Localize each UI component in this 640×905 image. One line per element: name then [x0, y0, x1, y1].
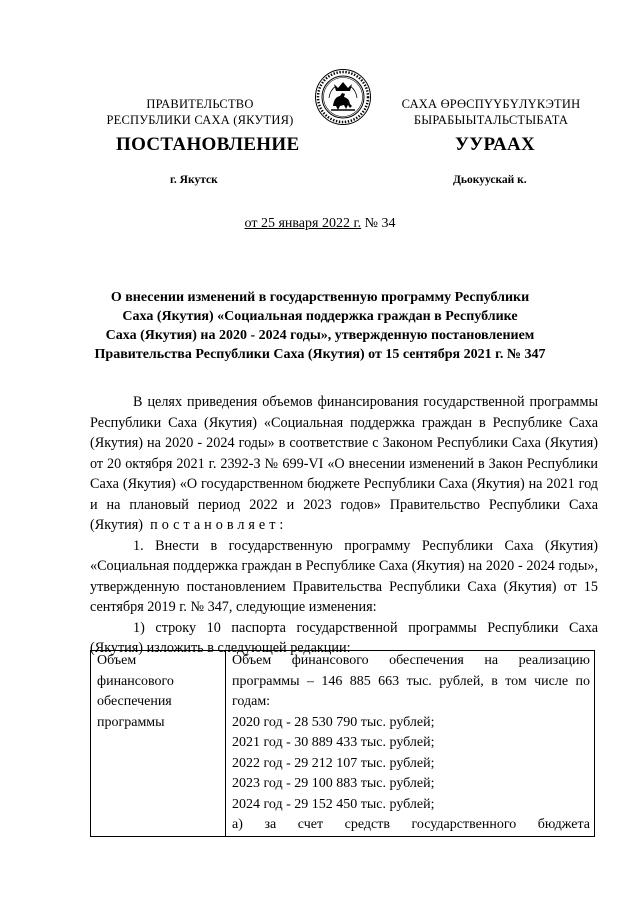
table-row [91, 651, 595, 837]
value-line: а) за счет средств государственного бюджета [232, 817, 590, 832]
value-line: 2021 год - 30 889 433 тыс. рублей; [232, 735, 435, 750]
date-line [0, 216, 640, 232]
city-ru: г. Якутск [170, 174, 218, 186]
row-label-line: программы [97, 714, 165, 730]
passport-table-wrapper [90, 650, 595, 837]
value-line: программы – 146 885 663 тыс. рублей, в том числе по [232, 673, 590, 689]
title-line: Саха (Якутия) «Социальная поддержка граждан в Республике [122, 309, 518, 324]
right-authority-line1: САХА ӨРӨСПҮҮБҮЛҮКЭТИН [401, 97, 581, 111]
value-line: 2023 год - 29 100 883 тыс. рублей; [232, 776, 435, 791]
document-type-sah: УУРААХ [455, 134, 536, 155]
title-line: Саха (Якутия) на 2020 - 2024 годы», утвержденную постановлением [105, 328, 535, 343]
subitem-1-paragraph: 1) строку 10 паспорта государственной программы Республики Саха (Якутия) изложить в следующей редакции: [90, 619, 598, 656]
value-line: 2024 год - 29 152 450 тыс. рублей; [232, 796, 435, 812]
document-body [90, 392, 598, 659]
document-number: № 34 [364, 216, 396, 231]
left-authority-line2: РЕСПУБЛИКИ САХА (ЯКУТИЯ) [106, 113, 294, 127]
value-line: годам: [232, 694, 271, 709]
passport-table [90, 650, 595, 837]
row-label-line: финансового [97, 673, 174, 689]
coat-of-arms-emblem [314, 68, 372, 126]
document-date: от 25 января 2022 г. [244, 216, 362, 231]
resolution-verb: постановляет: [150, 517, 288, 533]
title-line: Правительства Республики Саха (Якутия) от 15 сентября 2021 г. № 347 [94, 347, 546, 362]
row-label-line: обеспечения [97, 694, 172, 709]
item-1-paragraph: 1. Внести в государственную программу Республики Саха (Якутия) «Социальная поддержка граждан в Республике Саха (Якутия) на 2020 - 2024 годы», утвержденную постановлением Правительства Республики Саха (Якутия) от 15 сентября 2019 г. № 347, следующие изменения: [90, 537, 598, 615]
city-sah: Дьокуускай к. [453, 174, 527, 186]
preamble-paragraph [90, 392, 598, 536]
value-line: 2022 год - 29 212 107 тыс. рублей; [232, 755, 435, 771]
row-value-cell [226, 651, 595, 837]
preamble-text: В целях приведения объемов финансирования государственной программы Республики Саха (Якутия) «Социальная поддержка граждан в Республике Саха (Якутия) на 2020 - 2024 годы» в соответствие с Законом Республики Саха (Якутия) от 20 октября 2021 г. 2392-З № 699-VI «О внесении изменений в Закон Республики Саха (Якутия) «О государственном бюджете Республики Саха (Якутия) на 2021 год и на плановый период 2022 и 2023 годов» Правительство Республики Саха (Якутия) [90, 394, 598, 533]
value-line: Объем финансового обеспечения на реализацию [232, 653, 590, 668]
left-authority-name [100, 96, 300, 128]
left-authority-line1: ПРАВИТЕЛЬСТВО [146, 97, 254, 111]
right-authority-name [384, 96, 598, 128]
document-title [0, 288, 640, 364]
value-line: 2020 год - 28 530 790 тыс. рублей; [232, 714, 435, 730]
row-label-line: Объем [97, 653, 137, 668]
document-type-ru: ПОСТАНОВЛЕНИЕ [116, 134, 300, 155]
title-line: О внесении изменений в государственную программу Республики [110, 290, 530, 305]
right-authority-line2: БЫРАБЫЫТАЛЬСТЫБАТА [413, 113, 569, 127]
row-label-cell [91, 651, 226, 837]
